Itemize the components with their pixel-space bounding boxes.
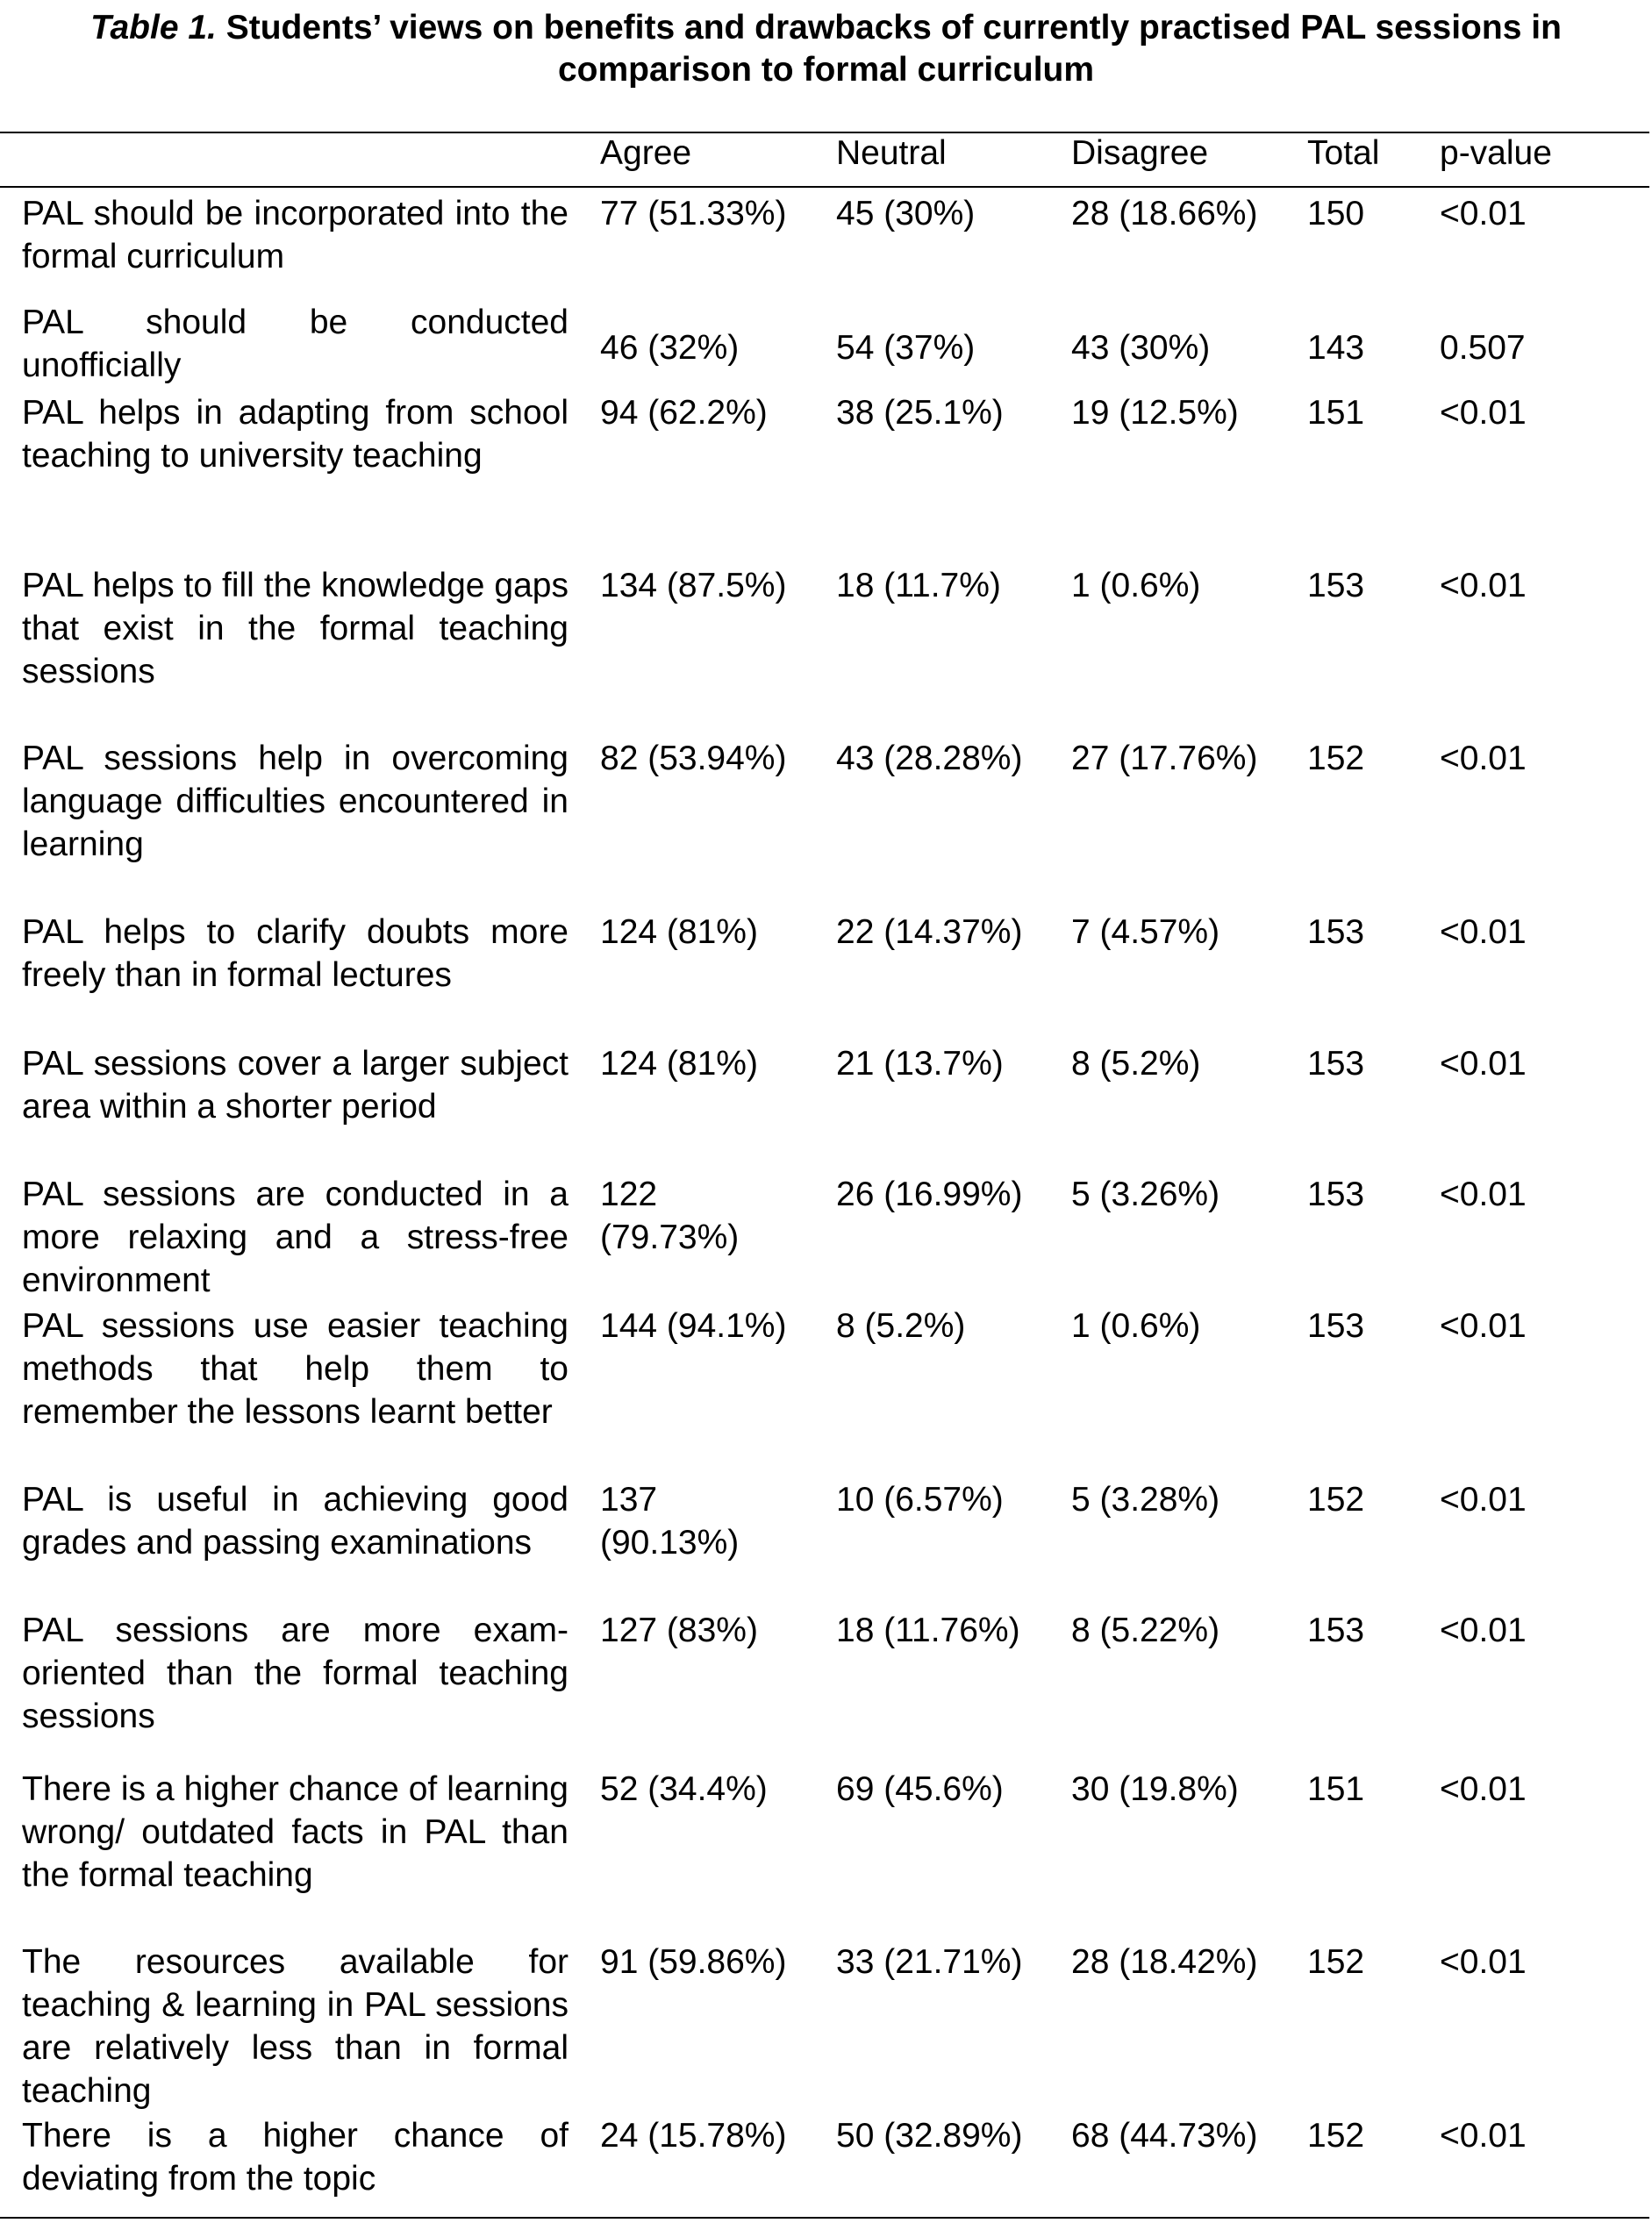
row-statement: PAL sessions are conducted in a more relaxing and a stress-free environment: [22, 1176, 569, 1299]
row-neutral: 38 (25.1%): [836, 394, 1004, 432]
row-total: 150: [1307, 195, 1365, 232]
row-disagree: 7 (4.57%): [1071, 913, 1220, 951]
row-total: 153: [1307, 1307, 1365, 1345]
table-caption: [0, 7, 1652, 91]
row-statement: There is a higher chance of deviating from the topic: [22, 2117, 569, 2198]
row-statement: PAL should be incorporated into the formal curriculum: [22, 195, 569, 275]
caption-lead: Table 1.: [90, 9, 217, 46]
header-p-value: p-value: [1440, 134, 1552, 172]
row-p-value: <0.01: [1440, 567, 1527, 604]
row-p-value: <0.01: [1440, 740, 1527, 777]
row-disagree: 8 (5.22%): [1071, 1612, 1220, 1649]
row-statement: PAL sessions use easier teaching methods that help them to remember the lessons learnt better: [22, 1307, 569, 1431]
row-disagree: 5 (3.28%): [1071, 1481, 1220, 1519]
header-total: Total: [1307, 134, 1380, 172]
row-p-value: <0.01: [1440, 1481, 1527, 1519]
row-statement: The resources available for teaching & learning in PAL sessions are relatively less than in formal teaching: [22, 1943, 569, 2110]
header-neutral: Neutral: [836, 134, 947, 172]
row-total: 143: [1307, 329, 1365, 367]
row-neutral: 21 (13.7%): [836, 1045, 1004, 1083]
row-agree: 52 (34.4%): [600, 1770, 768, 1808]
row-neutral: 45 (30%): [836, 195, 976, 232]
row-agree: 77 (51.33%): [600, 195, 787, 232]
row-disagree: 68 (44.73%): [1071, 2117, 1258, 2155]
row-agree: 124 (81%): [600, 913, 758, 951]
row-neutral: 18 (11.76%): [836, 1612, 1020, 1649]
row-neutral: 18 (11.7%): [836, 567, 1001, 604]
row-disagree: 27 (17.76%): [1071, 740, 1258, 777]
row-disagree: 1 (0.6%): [1071, 1307, 1201, 1345]
caption-title: Students’ views on benefits and drawbacks of currently practised PAL sessions in: [216, 9, 1562, 46]
row-p-value: 0.507: [1440, 329, 1526, 367]
row-agree: 122 (79.73%): [600, 1176, 740, 1256]
row-p-value: <0.01: [1440, 1770, 1527, 1808]
row-total: 152: [1307, 740, 1365, 777]
row-agree: 137 (90.13%): [600, 1481, 740, 1562]
row-p-value: <0.01: [1440, 1612, 1527, 1649]
row-p-value: <0.01: [1440, 195, 1527, 232]
table-bottom-rule: [0, 2217, 1649, 2219]
row-neutral: 54 (37%): [836, 329, 976, 367]
row-agree: 124 (81%): [600, 1045, 758, 1083]
row-agree: 144 (94.1%): [600, 1307, 787, 1345]
caption-line-1: [0, 7, 1652, 49]
row-total: 153: [1307, 1045, 1365, 1083]
row-statement: There is a higher chance of learning wrong/ outdated facts in PAL than the formal teaching: [22, 1770, 569, 1894]
row-agree: 91 (59.86%): [600, 1943, 787, 1981]
row-total: 152: [1307, 1481, 1365, 1519]
row-neutral: 43 (28.28%): [836, 740, 1023, 777]
row-statement: PAL sessions are more exam-oriented than the formal teaching sessions: [22, 1612, 569, 1735]
row-statement: PAL helps to fill the knowledge gaps that exist in the formal teaching sessions: [22, 567, 569, 690]
row-total: 151: [1307, 1770, 1365, 1808]
row-neutral: 33 (21.71%): [836, 1943, 1023, 1981]
row-agree: 82 (53.94%): [600, 740, 787, 777]
row-statement: PAL sessions help in overcoming language difficulties encountered in learning: [22, 740, 569, 863]
row-statement: PAL helps in adapting from school teaching to university teaching: [22, 394, 569, 475]
row-neutral: 50 (32.89%): [836, 2117, 1023, 2155]
row-p-value: <0.01: [1440, 1307, 1527, 1345]
row-statement: PAL sessions cover a larger subject area within a shorter period: [22, 1045, 569, 1126]
row-disagree: 8 (5.2%): [1071, 1045, 1201, 1083]
row-agree: 94 (62.2%): [600, 394, 768, 432]
row-disagree: 1 (0.6%): [1071, 567, 1201, 604]
row-total: 151: [1307, 394, 1365, 432]
row-statement: PAL helps to clarify doubts more freely than in formal lectures: [22, 913, 569, 994]
header-disagree: Disagree: [1071, 134, 1209, 172]
row-neutral: 10 (6.57%): [836, 1481, 1004, 1519]
row-p-value: <0.01: [1440, 1176, 1527, 1213]
row-neutral: 8 (5.2%): [836, 1307, 966, 1345]
row-p-value: <0.01: [1440, 394, 1527, 432]
row-total: 152: [1307, 2117, 1365, 2155]
row-disagree: 30 (19.8%): [1071, 1770, 1239, 1808]
row-disagree: 19 (12.5%): [1071, 394, 1239, 432]
row-p-value: <0.01: [1440, 1943, 1527, 1981]
row-neutral: 69 (45.6%): [836, 1770, 1004, 1808]
row-total: 153: [1307, 1612, 1365, 1649]
header-agree: Agree: [600, 134, 692, 172]
row-p-value: <0.01: [1440, 1045, 1527, 1083]
header-bottom-rule: [0, 186, 1649, 188]
row-p-value: <0.01: [1440, 913, 1527, 951]
row-disagree: 28 (18.66%): [1071, 195, 1258, 232]
row-total: 153: [1307, 1176, 1365, 1213]
row-disagree: 43 (30%): [1071, 329, 1211, 367]
row-agree: 134 (87.5%): [600, 567, 787, 604]
row-total: 153: [1307, 913, 1365, 951]
row-p-value: <0.01: [1440, 2117, 1527, 2155]
row-disagree: 28 (18.42%): [1071, 1943, 1258, 1981]
row-agree: 127 (83%): [600, 1612, 758, 1649]
row-neutral: 26 (16.99%): [836, 1176, 1023, 1213]
row-neutral: 22 (14.37%): [836, 913, 1023, 951]
row-agree: 46 (32%): [600, 329, 740, 367]
row-total: 153: [1307, 567, 1365, 604]
caption-line-2: comparison to formal curriculum: [557, 51, 1095, 89]
row-statement: PAL is useful in achieving good grades and passing examinations: [22, 1481, 569, 1562]
row-agree: 24 (15.78%): [600, 2117, 787, 2155]
row-total: 152: [1307, 1943, 1365, 1981]
row-disagree: 5 (3.26%): [1071, 1176, 1220, 1213]
row-statement: PAL should be conducted unofficially: [22, 304, 569, 384]
